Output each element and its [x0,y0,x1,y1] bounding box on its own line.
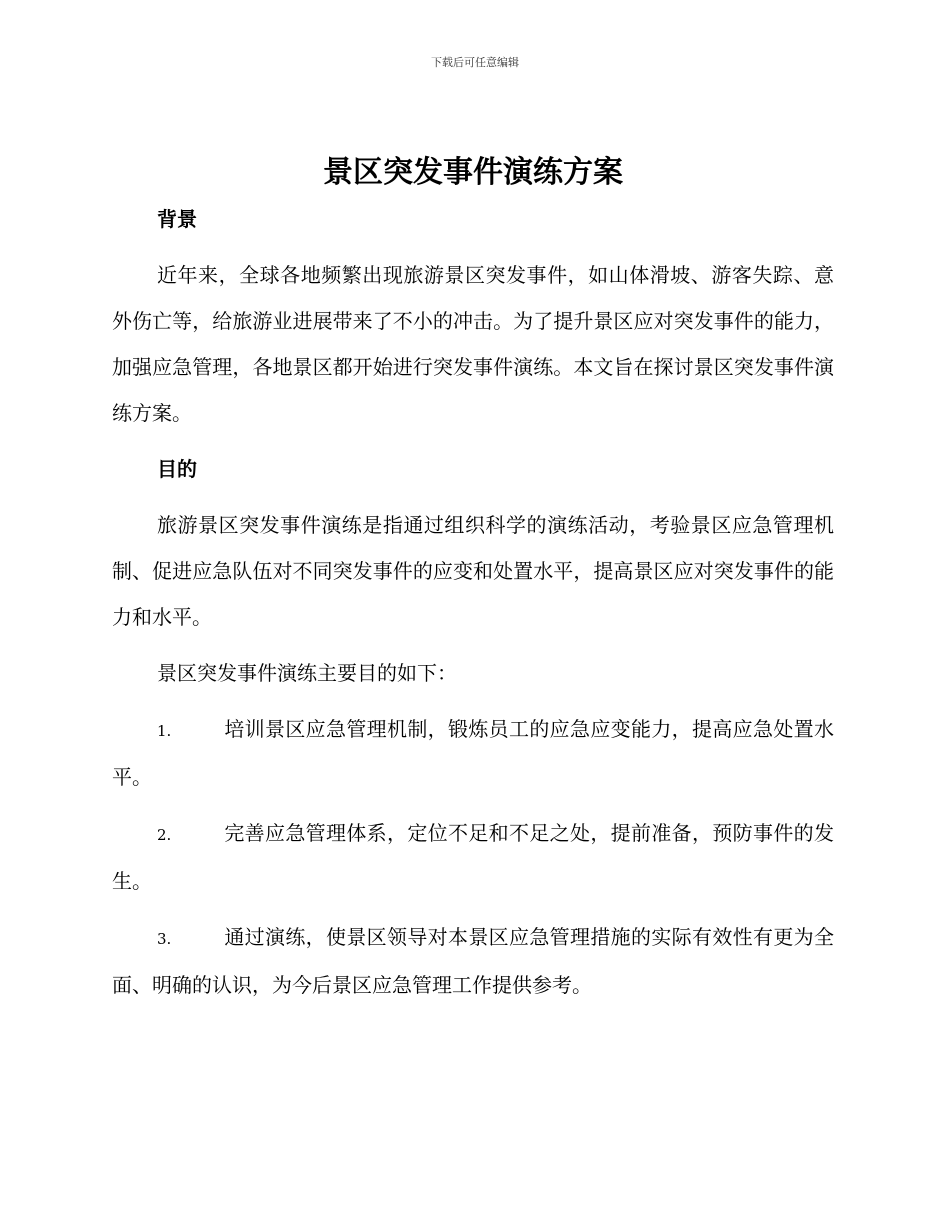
purpose-list [112,706,834,1008]
list-item-number: 2. [157,826,172,844]
purpose-heading: 目的 [157,457,197,481]
list-item-number: 1. [157,722,172,740]
header-note: 下载后可任意编辑 [431,56,519,69]
list-item [112,914,834,1008]
list-item-text: 完善应急管理体系，定位不足和不足之处，提前准备，预防事件的发生。 [112,821,834,893]
list-item-text: 培训景区应急管理机制，锻炼员工的应急应变能力，提高应急处置水平。 [112,717,834,789]
document-title: 景区突发事件演练方案 [323,155,623,190]
background-heading: 背景 [157,207,197,231]
list-item-number: 3. [157,930,172,948]
list-item-text: 通过演练，使景区领导对本景区应急管理措施的实际有效性有更为全面、明确的认识，为今后景区应急管理工作提供参考。 [112,925,834,997]
document-body [112,150,834,1018]
purpose-intro: 景区突发事件演练主要目的如下： [157,661,457,685]
purpose-paragraph: 旅游景区突发事件演练是指通过组织科学的演练活动，考验景区应急管理机制、促进应急队伍对不同突发事件的应变和处置水平，提高景区应对突发事件的能力和水平。 [112,513,834,629]
list-item [112,706,834,800]
list-item [112,810,834,904]
background-paragraph: 近年来，全球各地频繁出现旅游景区突发事件，如山体滑坡、游客失踪、意外伤亡等，给旅游业进展带来了不小的冲击。为了提升景区应对突发事件的能力，加强应急管理，各地景区都开始进行突发事件演练。本文旨在探讨景区突发事件演练方案。 [112,263,834,425]
